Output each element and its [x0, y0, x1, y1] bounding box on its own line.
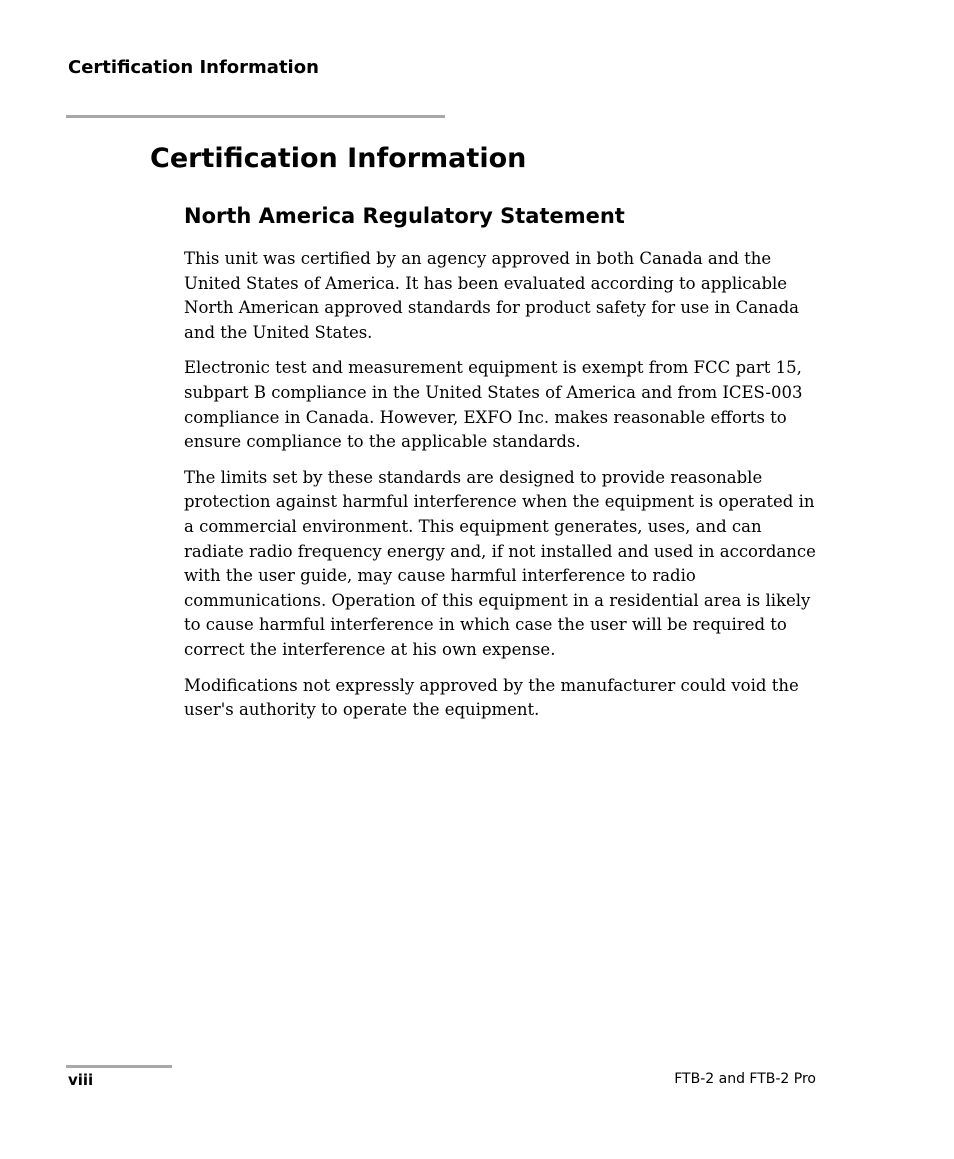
footer-rule: [66, 1065, 172, 1068]
body-content: [184, 247, 824, 734]
page-number: viii: [68, 1071, 94, 1089]
paragraph: The limits set by these standards are designed to provide reasonable protection against harmful interference when the equipment is operated in a commercial environment. This equipment generates, uses, and can radiate radio frequency energy and, if not installed and used in accordance with the user guide, may cause harmful interference to radio communications. Operation of this equipment in a residential area is likely to cause harmful interference in which case the user will be required to correct the interference at his own expense.: [184, 467, 816, 659]
paragraph: This unit was certified by an agency approved in both Canada and the United States of America. It has been evaluated according to applicable North American approved standards for product safety for use in Canada and the United States.: [184, 249, 799, 342]
section-title: North America Regulatory Statement: [184, 204, 625, 228]
paragraph: Modifications not expressly approved by the manufacturer could void the user's authority to operate the equipment.: [184, 675, 799, 720]
running-header: Certification Information: [68, 57, 319, 78]
product-name: FTB-2 and FTB-2 Pro: [674, 1071, 816, 1087]
page-title: Certification Information: [150, 143, 527, 174]
header-rule: [66, 115, 445, 118]
paragraph: Electronic test and measurement equipment is exempt from FCC part 15, subpart B compliance in the United States of America and from ICES-003 compliance in Canada. However, EXFO Inc. makes reasonable efforts to ensure compliance to the applicable standards.: [184, 358, 803, 452]
